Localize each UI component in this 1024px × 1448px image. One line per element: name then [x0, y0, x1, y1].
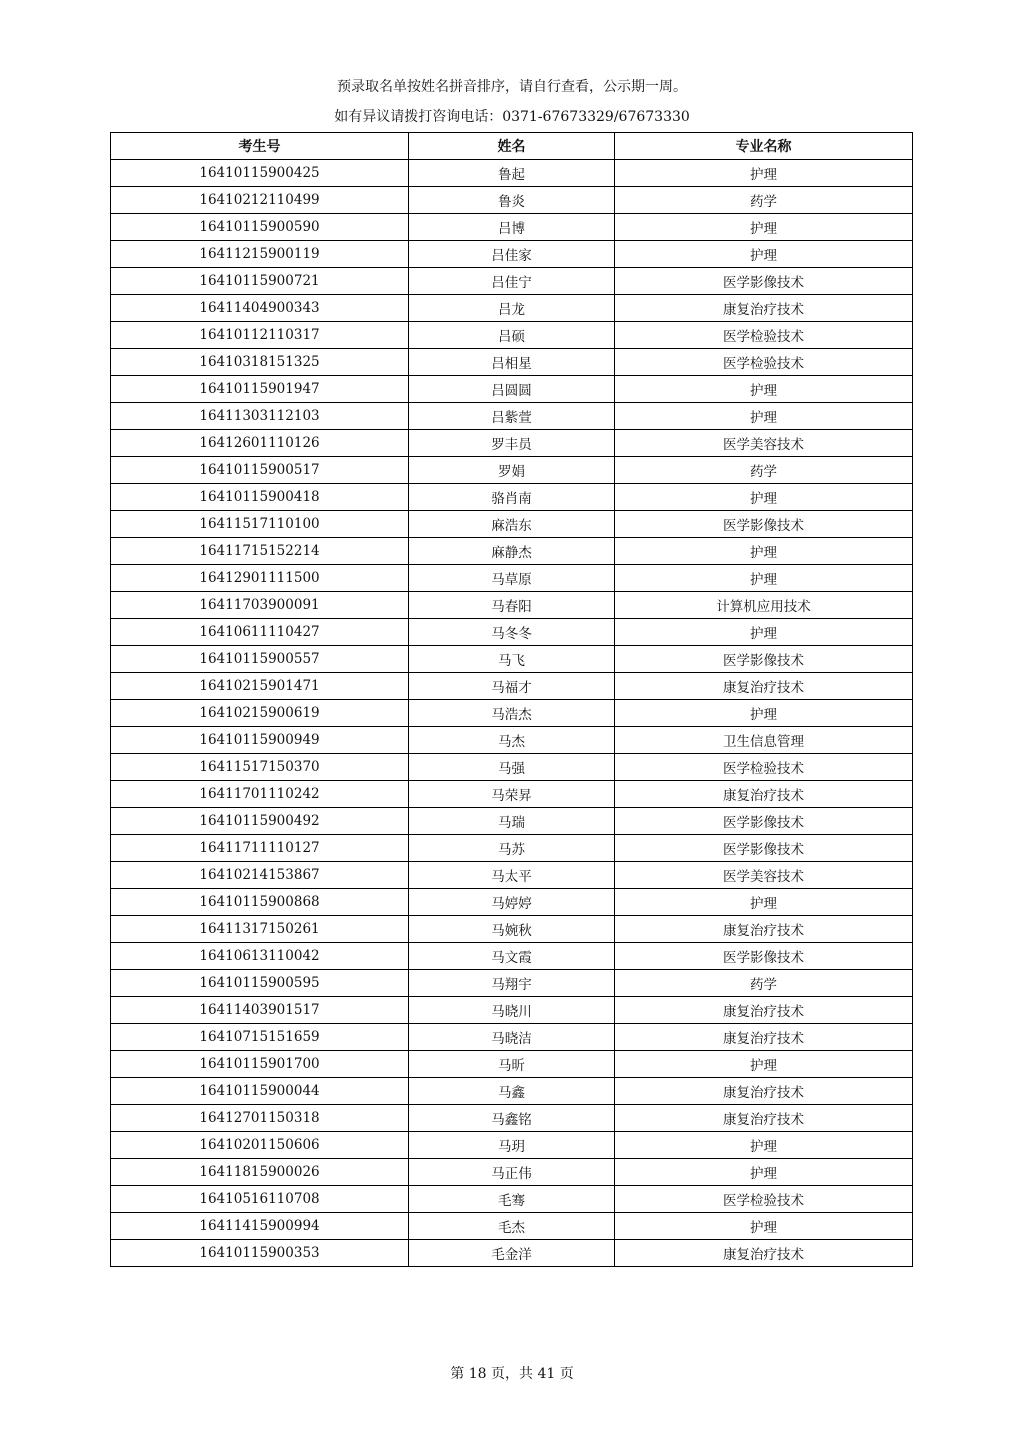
exam-number-cell: 16410115901947: [111, 376, 409, 403]
table-row: [111, 322, 913, 349]
major-cell: 医学影像技术: [615, 835, 913, 862]
table-row: [111, 1159, 913, 1186]
student-name-cell: 吕佳宁: [409, 268, 615, 295]
exam-number-cell: 16410115900557: [111, 646, 409, 673]
exam-number-cell: 16410115900590: [111, 214, 409, 241]
student-name-cell: 麻浩东: [409, 511, 615, 538]
student-name-cell: 吕圆圆: [409, 376, 615, 403]
student-name-cell: 马福才: [409, 673, 615, 700]
notice-line-1: 预录取名单按姓名拼音排序，请自行查看，公示期一周。: [337, 79, 687, 95]
major-cell: 护理: [615, 565, 913, 592]
major-cell: 护理: [615, 160, 913, 187]
exam-number-cell: 16410112110317: [111, 322, 409, 349]
student-name-cell: 马婷婷: [409, 889, 615, 916]
exam-number-cell: 16411403901517: [111, 997, 409, 1024]
exam-number-cell: 16411815900026: [111, 1159, 409, 1186]
exam-number-cell: 16411517110100: [111, 511, 409, 538]
table-row: [111, 808, 913, 835]
table-row: [111, 1051, 913, 1078]
student-name-cell: 鲁起: [409, 160, 615, 187]
major-cell: 医学美容技术: [615, 430, 913, 457]
table-row: [111, 835, 913, 862]
exam-number-cell: 16412601110126: [111, 430, 409, 457]
exam-number-cell: 16410318151325: [111, 349, 409, 376]
exam-number-cell: 16411711110127: [111, 835, 409, 862]
table-row: [111, 160, 913, 187]
major-cell: 护理: [615, 214, 913, 241]
table-row: [111, 214, 913, 241]
exam-number-cell: 16410611110427: [111, 619, 409, 646]
major-cell: 护理: [615, 889, 913, 916]
exam-number-cell: 16410115900353: [111, 1240, 409, 1267]
exam-number-cell: 16410516110708: [111, 1186, 409, 1213]
exam-number-cell: 16411703900091: [111, 592, 409, 619]
page-number: 第 18 页，共 41 页: [450, 1366, 574, 1382]
student-name-cell: 马晓川: [409, 997, 615, 1024]
major-cell: 康复治疗技术: [615, 1105, 913, 1132]
table-row: [111, 538, 913, 565]
major-cell: 护理: [615, 376, 913, 403]
student-name-cell: 马晓洁: [409, 1024, 615, 1051]
major-cell: 护理: [615, 1159, 913, 1186]
major-cell: 护理: [615, 619, 913, 646]
table-row: [111, 565, 913, 592]
table-row: [111, 349, 913, 376]
exam-number-cell: 16410115900721: [111, 268, 409, 295]
table-row: [111, 430, 913, 457]
exam-number-cell: 16412901111500: [111, 565, 409, 592]
major-cell: 医学检验技术: [615, 322, 913, 349]
table-row: [111, 781, 913, 808]
table-row: [111, 1213, 913, 1240]
table-row: [111, 1105, 913, 1132]
student-name-cell: 罗娟: [409, 457, 615, 484]
table-row: [111, 592, 913, 619]
exam-number-cell: 16410215900619: [111, 700, 409, 727]
table-row: [111, 943, 913, 970]
student-name-cell: 马草原: [409, 565, 615, 592]
exam-number-cell: 16411715152214: [111, 538, 409, 565]
major-cell: 卫生信息管理: [615, 727, 913, 754]
table-row: [111, 511, 913, 538]
exam-number-cell: 16411415900994: [111, 1213, 409, 1240]
student-name-cell: 毛金洋: [409, 1240, 615, 1267]
exam-number-cell: 16410115901700: [111, 1051, 409, 1078]
student-name-cell: 马春阳: [409, 592, 615, 619]
header-exam-number: 考生号: [111, 133, 409, 160]
student-name-cell: 马荣昇: [409, 781, 615, 808]
table-row: [111, 727, 913, 754]
table-row: [111, 1078, 913, 1105]
major-cell: 医学影像技术: [615, 511, 913, 538]
major-cell: 医学影像技术: [615, 268, 913, 295]
student-name-cell: 马冬冬: [409, 619, 615, 646]
exam-number-cell: 16410115900868: [111, 889, 409, 916]
major-cell: 护理: [615, 484, 913, 511]
major-cell: 康复治疗技术: [615, 1078, 913, 1105]
major-cell: 康复治疗技术: [615, 997, 913, 1024]
major-cell: 护理: [615, 700, 913, 727]
table-row: [111, 295, 913, 322]
exam-number-cell: 16410715151659: [111, 1024, 409, 1051]
major-cell: 药学: [615, 187, 913, 214]
major-cell: 康复治疗技术: [615, 295, 913, 322]
header-name: 姓名: [409, 133, 615, 160]
student-name-cell: 马婉秋: [409, 916, 615, 943]
admission-list-table: [110, 132, 913, 1267]
exam-number-cell: 16410613110042: [111, 943, 409, 970]
student-name-cell: 吕龙: [409, 295, 615, 322]
major-cell: 康复治疗技术: [615, 673, 913, 700]
major-cell: 医学美容技术: [615, 862, 913, 889]
exam-number-cell: 16410115900492: [111, 808, 409, 835]
exam-number-cell: 16411404900343: [111, 295, 409, 322]
major-cell: 护理: [615, 403, 913, 430]
student-name-cell: 马浩杰: [409, 700, 615, 727]
student-name-cell: 马苏: [409, 835, 615, 862]
major-cell: 医学影像技术: [615, 943, 913, 970]
major-cell: 护理: [615, 1132, 913, 1159]
major-cell: 医学检验技术: [615, 1186, 913, 1213]
student-name-cell: 马文霞: [409, 943, 615, 970]
student-name-cell: 罗丰员: [409, 430, 615, 457]
exam-number-cell: 16410115900044: [111, 1078, 409, 1105]
table-row: [111, 484, 913, 511]
exam-number-cell: 16411701110242: [111, 781, 409, 808]
exam-number-cell: 16411517150370: [111, 754, 409, 781]
table-row: [111, 376, 913, 403]
student-name-cell: 马鑫铭: [409, 1105, 615, 1132]
table-row: [111, 268, 913, 295]
major-cell: 医学影像技术: [615, 646, 913, 673]
major-cell: 护理: [615, 241, 913, 268]
table-row: [111, 862, 913, 889]
major-cell: 康复治疗技术: [615, 781, 913, 808]
major-cell: 医学影像技术: [615, 808, 913, 835]
student-name-cell: 马杰: [409, 727, 615, 754]
student-name-cell: 马玥: [409, 1132, 615, 1159]
table-row: [111, 916, 913, 943]
major-cell: 护理: [615, 1051, 913, 1078]
student-name-cell: 马昕: [409, 1051, 615, 1078]
table-row: [111, 754, 913, 781]
table-body: [111, 160, 913, 1267]
table-row: [111, 970, 913, 997]
major-cell: 护理: [615, 538, 913, 565]
major-cell: 医学检验技术: [615, 349, 913, 376]
student-name-cell: 吕相星: [409, 349, 615, 376]
table-row: [111, 889, 913, 916]
student-name-cell: 马太平: [409, 862, 615, 889]
exam-number-cell: 16411215900119: [111, 241, 409, 268]
major-cell: 药学: [615, 970, 913, 997]
exam-number-cell: 16410201150606: [111, 1132, 409, 1159]
student-name-cell: 吕硕: [409, 322, 615, 349]
major-cell: 康复治疗技术: [615, 1240, 913, 1267]
student-name-cell: 毛骞: [409, 1186, 615, 1213]
exam-number-cell: 16410115900595: [111, 970, 409, 997]
student-name-cell: 骆肖南: [409, 484, 615, 511]
table-row: [111, 1186, 913, 1213]
student-name-cell: 马鑫: [409, 1078, 615, 1105]
student-name-cell: 马飞: [409, 646, 615, 673]
table-row: [111, 1024, 913, 1051]
exam-number-cell: 16410115900418: [111, 484, 409, 511]
student-name-cell: 马正伟: [409, 1159, 615, 1186]
table-row: [111, 997, 913, 1024]
table-header-row: [111, 133, 913, 160]
table-row: [111, 403, 913, 430]
header-major: 专业名称: [615, 133, 913, 160]
exam-number-cell: 16411317150261: [111, 916, 409, 943]
exam-number-cell: 16410212110499: [111, 187, 409, 214]
student-name-cell: 麻静杰: [409, 538, 615, 565]
major-cell: 计算机应用技术: [615, 592, 913, 619]
major-cell: 药学: [615, 457, 913, 484]
exam-number-cell: 16410214153867: [111, 862, 409, 889]
table-row: [111, 187, 913, 214]
exam-number-cell: 16411303112103: [111, 403, 409, 430]
major-cell: 康复治疗技术: [615, 1024, 913, 1051]
student-name-cell: 毛杰: [409, 1213, 615, 1240]
table-row: [111, 646, 913, 673]
exam-number-cell: 16410215901471: [111, 673, 409, 700]
student-name-cell: 马翔宇: [409, 970, 615, 997]
exam-number-cell: 16410115900517: [111, 457, 409, 484]
exam-number-cell: 16410115900949: [111, 727, 409, 754]
student-name-cell: 吕紫萱: [409, 403, 615, 430]
student-name-cell: 吕佳家: [409, 241, 615, 268]
table-row: [111, 619, 913, 646]
table-row: [111, 700, 913, 727]
exam-number-cell: 16412701150318: [111, 1105, 409, 1132]
major-cell: 医学检验技术: [615, 754, 913, 781]
student-name-cell: 吕博: [409, 214, 615, 241]
notice-line-2: 如有异议请拨打咨询电话：0371-67673329/67673330: [334, 109, 690, 125]
student-name-cell: 鲁炎: [409, 187, 615, 214]
student-name-cell: 马强: [409, 754, 615, 781]
exam-number-cell: 16410115900425: [111, 160, 409, 187]
table-row: [111, 1132, 913, 1159]
major-cell: 康复治疗技术: [615, 916, 913, 943]
student-name-cell: 马瑞: [409, 808, 615, 835]
table-row: [111, 241, 913, 268]
table-row: [111, 457, 913, 484]
table-row: [111, 673, 913, 700]
table-row: [111, 1240, 913, 1267]
major-cell: 护理: [615, 1213, 913, 1240]
